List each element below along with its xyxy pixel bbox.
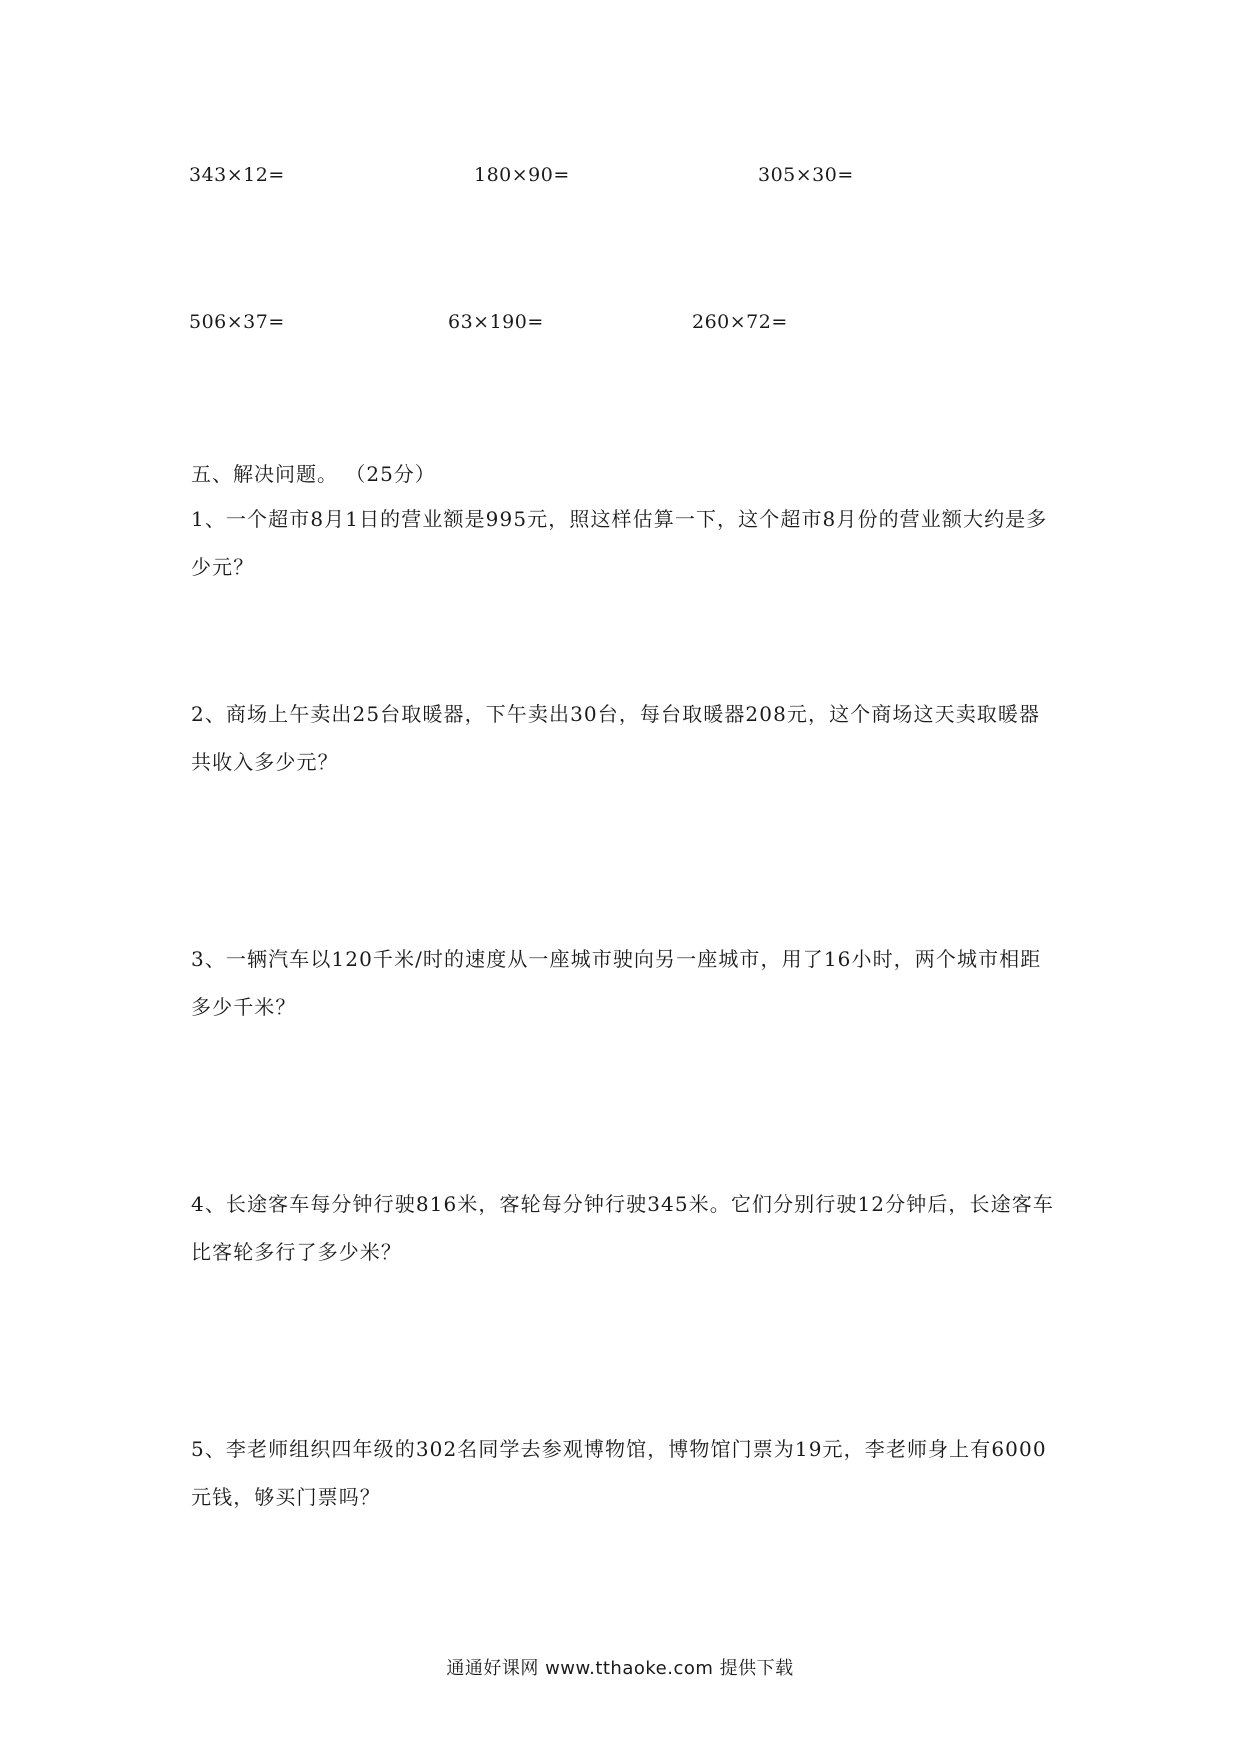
calc-item: 180×90=	[474, 164, 570, 186]
calc-item: 343×12=	[189, 164, 285, 186]
calc-item: 260×72=	[692, 311, 788, 333]
calc-item: 63×190=	[448, 311, 544, 333]
word-problem: 3、一辆汽车以120千米/时的速度从一座城市驶向另一座城市，用了16小时，两个城市相距多少千米？	[191, 947, 1042, 1019]
word-problem: 1、一个超市8月1日的营业额是995元，照这样估算一下，这个超市8月份的营业额大约是多少元？	[191, 507, 1048, 579]
word-problem: 5、李老师组织四年级的302名同学去参观博物馆，博物馆门票为19元，李老师身上有6000元钱，够买门票吗？	[191, 1437, 1047, 1509]
calc-item: 506×37=	[189, 311, 285, 333]
footer-credit: 通通好课网 www.tthaoke.com 提供下载	[446, 1658, 794, 1679]
section-title: 五、解决问题。 （25分）	[191, 462, 436, 486]
calc-item: 305×30=	[758, 164, 854, 186]
word-problem: 2、商场上午卖出25台取暖器，下午卖出30台，每台取暖器208元，这个商场这天卖取暖器共收入多少元？	[191, 702, 1041, 774]
word-problem: 4、长途客车每分钟行驶816米，客轮每分钟行驶345米。它们分别行驶12分钟后，长途客车比客轮多行了多少米？	[191, 1192, 1054, 1264]
